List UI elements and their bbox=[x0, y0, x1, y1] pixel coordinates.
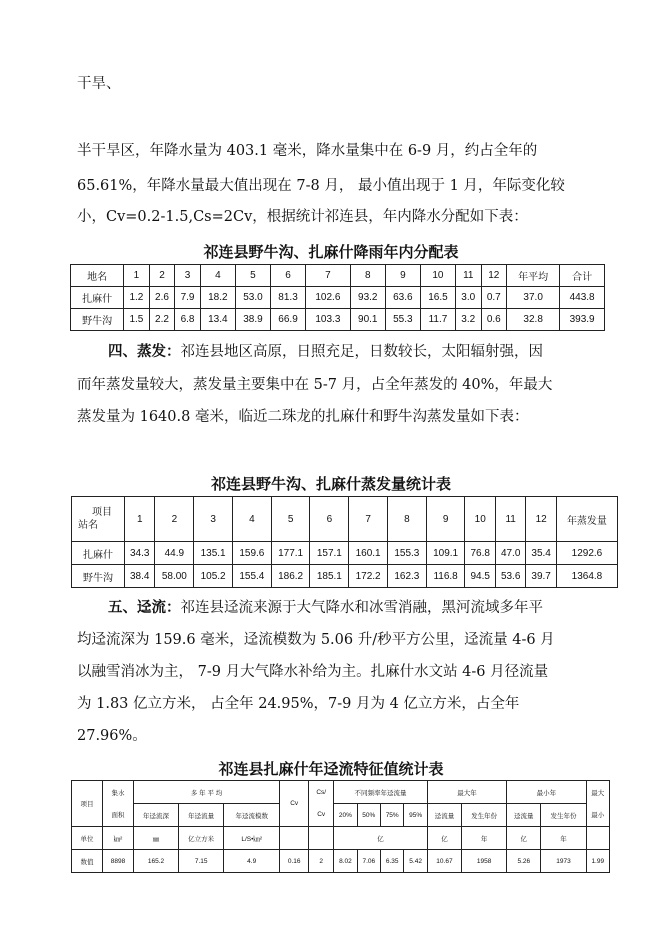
table-cell: 53.0 bbox=[235, 287, 270, 309]
paragraph-line: 65.61%，年降水量最大值出现在 7-8 月， 最小值出现于 1 月，年际变化较 bbox=[77, 178, 565, 194]
table-header-cell: 4 bbox=[200, 265, 235, 287]
table-cell: 1973 bbox=[541, 850, 586, 873]
table-cell: 63.6 bbox=[385, 287, 420, 309]
table-header-cell: 9 bbox=[426, 497, 465, 542]
table-cell: 11.7 bbox=[420, 309, 455, 331]
table-cell: 32.8 bbox=[507, 309, 560, 331]
table-header-cell: 5 bbox=[271, 497, 310, 542]
table-header-cell: 年蒸发量 bbox=[556, 497, 617, 542]
table-cell: 年 bbox=[541, 827, 586, 850]
paragraph-text: 祁连县地区高原，日照充足，日数较长，太阳辐射强，因 bbox=[180, 344, 543, 360]
table-cell: 1.2 bbox=[124, 287, 150, 309]
table-cell: 160.1 bbox=[349, 542, 388, 565]
table-cell: 38.4 bbox=[125, 565, 155, 588]
paragraph-line: 小，Cv=0.2-1.5,Cs=2Cv，根据统计祁连县，年内降水分配如下表： bbox=[77, 209, 528, 225]
table-cell: 7.9 bbox=[175, 287, 201, 309]
table-cell: 93.2 bbox=[350, 287, 385, 309]
table-cell: 野牛沟 bbox=[72, 565, 125, 588]
table-cell: ㎜ bbox=[134, 827, 179, 850]
table-cell: 亿 bbox=[507, 827, 541, 850]
table-cell bbox=[280, 827, 309, 850]
table-header-cell: 迳流量 bbox=[427, 804, 461, 827]
table-header-cell: 7 bbox=[306, 265, 351, 287]
table-cell: 野牛沟 bbox=[71, 309, 124, 331]
table-header-cell: 2 bbox=[155, 497, 194, 542]
table-cell: 186.2 bbox=[271, 565, 310, 588]
corner-top: 项目 bbox=[92, 507, 112, 518]
table-row bbox=[72, 850, 610, 873]
table-header-cell: 8 bbox=[387, 497, 426, 542]
table-row bbox=[71, 309, 605, 331]
table-header-cell: 不同频率年迳流量 bbox=[334, 781, 428, 804]
table-row bbox=[72, 565, 618, 588]
paragraph-line: 而年蒸发量较大，蒸发量主要集中在 5-7 月，占全年蒸发的 40%，年最大 bbox=[77, 377, 553, 393]
table-cell: 157.1 bbox=[310, 542, 349, 565]
table-header-cell: 面积 bbox=[103, 804, 134, 827]
table-cell: 162.3 bbox=[387, 565, 426, 588]
table-cell: 亿 bbox=[427, 827, 461, 850]
table-header-cell: 9 bbox=[385, 265, 420, 287]
table-header-cell: 最小年 bbox=[507, 781, 586, 804]
table-cell: L/S•㎞² bbox=[224, 827, 280, 850]
table-cell: 102.6 bbox=[306, 287, 351, 309]
table-cell: 单位 bbox=[72, 827, 103, 850]
paragraph-line: 以融雪消冰为主， 7-9 月大气降水补给为主。扎麻什水文站 4-6 月径流量 bbox=[77, 664, 549, 680]
table3-title: 祁连县扎麻什年迳流特征值统计表 bbox=[218, 760, 444, 778]
table-cell: 1.5 bbox=[124, 309, 150, 331]
evaporation-table bbox=[71, 496, 618, 588]
table-row bbox=[71, 287, 605, 309]
section-heading: 四、蒸发： bbox=[108, 344, 181, 360]
table-cell: 0.7 bbox=[481, 287, 507, 309]
paragraph-line: 干旱、 bbox=[77, 76, 121, 92]
table-cell: 扎麻什 bbox=[71, 287, 124, 309]
table-cell: 4.9 bbox=[224, 850, 280, 873]
table-cell: 165.2 bbox=[134, 850, 179, 873]
table-cell: 7.15 bbox=[179, 850, 224, 873]
table-cell: 13.4 bbox=[200, 309, 235, 331]
table-cell: 5.26 bbox=[507, 850, 541, 873]
table-cell: 8.02 bbox=[334, 850, 357, 873]
table-header-cell: 10 bbox=[420, 265, 455, 287]
table-cell: 10.67 bbox=[427, 850, 461, 873]
table-header-cell: Cv bbox=[280, 781, 309, 827]
table-cell: 177.1 bbox=[271, 542, 310, 565]
table-header-cell: 11 bbox=[495, 497, 525, 542]
table-cell: 16.5 bbox=[420, 287, 455, 309]
table-cell: ㎞² bbox=[103, 827, 134, 850]
paragraph-line: 半干旱区，年降水量为 403.1 毫米，降水量集中在 6-9 月，约占全年的 bbox=[77, 143, 538, 159]
table-cell: 443.8 bbox=[560, 287, 605, 309]
table-header-cell: 6 bbox=[310, 497, 349, 542]
runoff-table bbox=[71, 780, 610, 873]
table-header-cell: 11 bbox=[455, 265, 481, 287]
table-header-cell: 10 bbox=[465, 497, 495, 542]
table-cell: 5.42 bbox=[404, 850, 427, 873]
table-cell: 1364.8 bbox=[556, 565, 617, 588]
table-cell: 数值 bbox=[72, 850, 103, 873]
table-header-cell: 75% bbox=[381, 804, 404, 827]
table-header-cell: 发生年份 bbox=[541, 804, 586, 827]
table2-title: 祁连县野牛沟、扎麻什蒸发量统计表 bbox=[210, 475, 451, 493]
table-header-cell: 2 bbox=[149, 265, 175, 287]
table-header-cell: 12 bbox=[481, 265, 507, 287]
table-header-row bbox=[72, 497, 618, 542]
table-cell: 0.6 bbox=[481, 309, 507, 331]
paragraph-line: 为 1.83 亿立方米， 占全年 24.95%，7-9 月为 4 亿立方米，占全年 bbox=[77, 696, 520, 712]
precipitation-table bbox=[70, 264, 605, 331]
table-cell: 35.4 bbox=[526, 542, 556, 565]
table-header-cell: 6 bbox=[270, 265, 305, 287]
table-cell: 3.2 bbox=[455, 309, 481, 331]
table-header-cell: 1 bbox=[125, 497, 155, 542]
table-cell: 0.16 bbox=[280, 850, 309, 873]
table-cell: 103.3 bbox=[306, 309, 351, 331]
table-cell: 1.99 bbox=[586, 850, 609, 873]
table-cell: 94.5 bbox=[465, 565, 495, 588]
paragraph-line: 27.96%。 bbox=[77, 728, 147, 744]
table-cell: 2.2 bbox=[149, 309, 175, 331]
table-cell: 76.8 bbox=[465, 542, 495, 565]
table-header-cell: 3 bbox=[175, 265, 201, 287]
table-cell: 39.7 bbox=[526, 565, 556, 588]
table-cell: 2.6 bbox=[149, 287, 175, 309]
table-cell: 亿 bbox=[334, 827, 428, 850]
table-header-cell: 8 bbox=[350, 265, 385, 287]
table-cell: 2 bbox=[309, 850, 334, 873]
table-header-cell: 发生年份 bbox=[462, 804, 507, 827]
table-cell: 6.8 bbox=[175, 309, 201, 331]
table-cell: 44.9 bbox=[155, 542, 194, 565]
table-header-cell: 项目 bbox=[72, 781, 103, 827]
table-cell: 393.9 bbox=[560, 309, 605, 331]
table-cell: 34.3 bbox=[125, 542, 155, 565]
table-cell: 109.1 bbox=[426, 542, 465, 565]
table-row bbox=[72, 542, 618, 565]
table-cell: 7.06 bbox=[357, 850, 380, 873]
table-cell: 58.00 bbox=[155, 565, 194, 588]
corner-bottom: 站名 bbox=[78, 520, 98, 531]
table-cell: 105.2 bbox=[194, 565, 233, 588]
table-header-cell: 年平均 bbox=[507, 265, 560, 287]
table-cell: 47.0 bbox=[495, 542, 525, 565]
table-header-cell: 多 年 平 均 bbox=[134, 781, 280, 804]
table-cell: 6.35 bbox=[381, 850, 404, 873]
table-header-cell: 50% bbox=[357, 804, 380, 827]
table-cell: 37.0 bbox=[507, 287, 560, 309]
table-cell: 38.9 bbox=[235, 309, 270, 331]
table-cell: 135.1 bbox=[194, 542, 233, 565]
table-cell: 1958 bbox=[462, 850, 507, 873]
table-cell: 90.1 bbox=[350, 309, 385, 331]
table-header-cell: 20% bbox=[334, 804, 357, 827]
table-header-cell: Cs/ bbox=[309, 781, 334, 804]
paragraph-line bbox=[108, 598, 628, 618]
table-header-cell: 7 bbox=[349, 497, 388, 542]
table1-title: 祁连县野牛沟、扎麻什降雨年内分配表 bbox=[203, 243, 459, 261]
table-cell: 53.6 bbox=[495, 565, 525, 588]
table-cell: 81.3 bbox=[270, 287, 305, 309]
table-header-cell: 5 bbox=[235, 265, 270, 287]
table-header-cell: 3 bbox=[194, 497, 233, 542]
table-header-row bbox=[72, 781, 610, 804]
table-cell: 18.2 bbox=[200, 287, 235, 309]
table-header-cell: 95% bbox=[404, 804, 427, 827]
table-cell: 年 bbox=[462, 827, 507, 850]
table-cell: 116.8 bbox=[426, 565, 465, 588]
table-header-cell: 地名 bbox=[71, 265, 124, 287]
table-header-cell: 最大年 bbox=[427, 781, 506, 804]
section-heading: 五、迳流： bbox=[108, 600, 181, 616]
table-header-cell: Cv bbox=[309, 804, 334, 827]
paragraph-line bbox=[108, 342, 628, 362]
table-header-cell: 集水 bbox=[103, 781, 134, 804]
table-header-row bbox=[72, 804, 610, 827]
paragraph-line: 蒸发量为 1640.8 毫米，临近二珠龙的扎麻什和野牛沟蒸发量如下表： bbox=[77, 409, 529, 425]
table-cell: 172.2 bbox=[349, 565, 388, 588]
table-cell bbox=[309, 827, 334, 850]
table-cell: 55.3 bbox=[385, 309, 420, 331]
table-header-cell: 12 bbox=[526, 497, 556, 542]
table-header-cell: 迳流量 bbox=[507, 804, 541, 827]
table-corner-cell bbox=[72, 497, 125, 542]
table-header-cell: 最小 bbox=[586, 804, 609, 827]
table-row bbox=[72, 827, 610, 850]
table-cell: 1292.6 bbox=[556, 542, 617, 565]
table-cell: 155.3 bbox=[387, 542, 426, 565]
table-header-cell: 4 bbox=[232, 497, 271, 542]
table-cell: 3.0 bbox=[455, 287, 481, 309]
table-cell: 亿立方米 bbox=[179, 827, 224, 850]
paragraph-text: 祁连县迳流来源于大气降水和冰雪消融，黑河流域多年平 bbox=[180, 600, 543, 616]
table-header-cell: 年迳流量 bbox=[179, 804, 224, 827]
paragraph-line: 均迳流深为 159.6 毫米，迳流模数为 5.06 升/秒平方公里，迳流量 4-6 月 bbox=[77, 632, 555, 648]
table-cell: 159.6 bbox=[232, 542, 271, 565]
table-header-cell: 最大 bbox=[586, 781, 609, 804]
table-header-cell: 年迳流模数 bbox=[224, 804, 280, 827]
table-cell: 185.1 bbox=[310, 565, 349, 588]
table-cell bbox=[586, 827, 609, 850]
table-header-cell: 年迳流深 bbox=[134, 804, 179, 827]
table-header-cell: 1 bbox=[124, 265, 150, 287]
table-cell: 155.4 bbox=[232, 565, 271, 588]
table-cell: 8898 bbox=[103, 850, 134, 873]
table-cell: 扎麻什 bbox=[72, 542, 125, 565]
table-header-row bbox=[71, 265, 605, 287]
table-cell: 66.9 bbox=[270, 309, 305, 331]
table-header-cell: 合计 bbox=[560, 265, 605, 287]
